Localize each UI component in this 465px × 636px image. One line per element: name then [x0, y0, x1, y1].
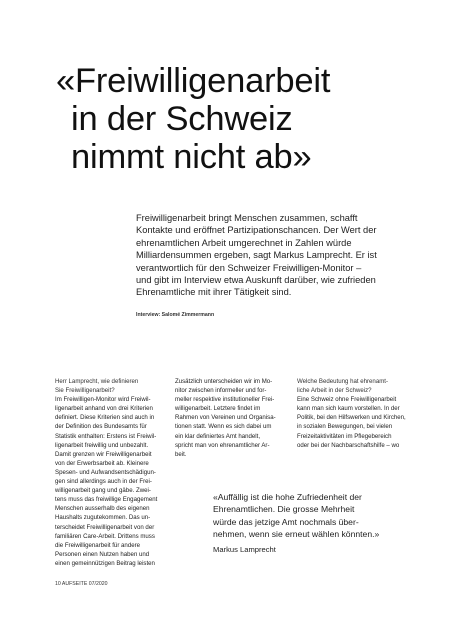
- body-text-line: willigenarbeit gang und gäbe. Zwei-: [55, 487, 151, 495]
- body-text-line: beit.: [175, 450, 187, 458]
- body-text-line: in sozialen Bewegungen, bei vielen: [297, 423, 393, 431]
- pull-quote-attribution: Markus Lamprecht: [213, 544, 276, 554]
- pull-quote-line: nehmen, wenn sie erneut wählen könnten.»: [213, 529, 380, 540]
- body-text-line: definiert. Diese Kriterien sind auch in: [55, 414, 155, 422]
- body-text-line: willigenarbeit. Letztere findet im: [175, 405, 261, 413]
- pull-quote: [213, 491, 418, 554]
- body-text-line: ligenarbeit anhand von drei Kriterien: [55, 405, 153, 413]
- body-text-line: einen gemeinnützigen Beitrag leisten: [55, 559, 155, 567]
- body-text-line: tens muss das freiwillige Engagement: [55, 496, 158, 504]
- body-text-line: gen sind allerdings auch in der Frei-: [55, 478, 152, 486]
- body-text-line: Personen einen Nutzen haben und: [55, 550, 150, 558]
- body-text-line: Damit grenzen wir Freiwilligenarbeit: [55, 450, 152, 458]
- body-text-line: Eine Schweiz ohne Freiwilligenarbeit: [297, 396, 397, 404]
- page-folio: 10 AUFSEITE 07/2020: [55, 581, 108, 587]
- lead-paragraph: [136, 212, 382, 299]
- body-column-2: [175, 377, 289, 459]
- body-text-line: Statistik enthalten: Erstens ist Freiwil-: [55, 432, 157, 440]
- body-text-line: Zusätzlich unterscheiden wir im Mo-: [175, 378, 273, 385]
- lead-line: Kontakte und eröffnet Partizipationschancen. Der Wert der: [136, 225, 377, 236]
- body-text-line: Rahmen von Vereinen und Organisa-: [175, 414, 276, 422]
- body-text-line: der Definition des Bundesamts für: [55, 423, 147, 431]
- body-text-line: kann man sich kaum vorstellen. In der: [297, 405, 400, 413]
- interview-question-line: Welche Bedeutung hat ehrenamt-: [297, 378, 389, 385]
- lead-line: und gibt im Interview etwa Auskunft darüber, wie zufrieden: [136, 275, 376, 286]
- interview-question-line: Sie Freiwilligenarbeit?: [55, 387, 115, 395]
- body-text-line: meller respektive institutioneller Frei-: [175, 396, 275, 404]
- body-text-line: die Freiwilligenarbeit für andere: [55, 541, 141, 549]
- body-text-line: Im Freiwilligen-Monitor wird Freiwil-: [55, 396, 151, 404]
- body-text-line: von der Erwerbsarbeit ab. Kleinere: [55, 459, 149, 467]
- headline-line-1: «Freiwilligenarbeit: [56, 62, 331, 100]
- body-text-line: Freizeitaktivitäten im Pflegebereich: [297, 432, 392, 440]
- headline: [56, 62, 436, 176]
- lead-line: Freiwilligenarbeit bringt Menschen zusammen, schafft: [136, 213, 358, 223]
- headline-line-2: in der Schweiz: [71, 100, 293, 138]
- body-text-line: familiären Care-Arbeit. Drittens muss: [55, 532, 155, 540]
- lead-line: ehrenamtlichen Arbeit umgerechnet in Zahlen würde: [136, 237, 352, 248]
- lead-line: Ehrenamtliche mit ihrer Tätigkeit sind.: [136, 287, 292, 298]
- lead-line: verantwortlich für den Schweizer Freiwilligen-Monitor –: [136, 262, 362, 273]
- body-text-line: oder bei der Nachbarschaftshilfe – wo: [297, 441, 400, 449]
- lead-line: Milliardensummen ergeben, sagt Markus Lamprecht. Er ist: [136, 250, 377, 261]
- body-text-line: Spesen- und Aufwandsentschädigun-: [55, 468, 156, 476]
- headline-line-3: nimmt nicht ab»: [71, 138, 312, 176]
- body-text-line: tionen statt. Wenn es sich dabei um: [175, 423, 272, 431]
- pull-quote-line: «Auffällig ist die hohe Zufriedenheit der: [213, 492, 362, 502]
- body-text-line: Menschen ausserhalb des eigenen: [55, 505, 150, 513]
- interview-question-line: liche Arbeit in der Schweiz?: [297, 387, 372, 395]
- body-column-3: [297, 377, 412, 450]
- pull-quote-line: Ehrenamtlichen. Die grosse Mehrheit: [213, 504, 355, 515]
- interview-credit: Interview: Salomé Zimmermann: [136, 312, 215, 318]
- body-column-1: [55, 377, 169, 568]
- body-text-line: ligenarbeit freiwillig und unbezahlt.: [55, 441, 149, 449]
- body-text-line: Politik, bei den Hilfswerken und Kirchen,: [297, 414, 406, 422]
- body-text-line: nitor zwischen informeller und for-: [175, 387, 267, 395]
- body-text-line: Haushalts zugutekommen. Das un-: [55, 514, 151, 522]
- body-text-line: ein klar definiertes Amt handelt,: [175, 432, 261, 440]
- body-text-line: spricht man von ehrenamtlicher Ar-: [175, 441, 270, 449]
- pull-quote-line: würde das jetzige Amt nochmals über-: [213, 516, 359, 527]
- interview-question-line: Herr Lamprecht, wie definieren: [55, 378, 139, 385]
- body-text-line: terscheidet Freiwilligenarbeit von der: [55, 523, 155, 531]
